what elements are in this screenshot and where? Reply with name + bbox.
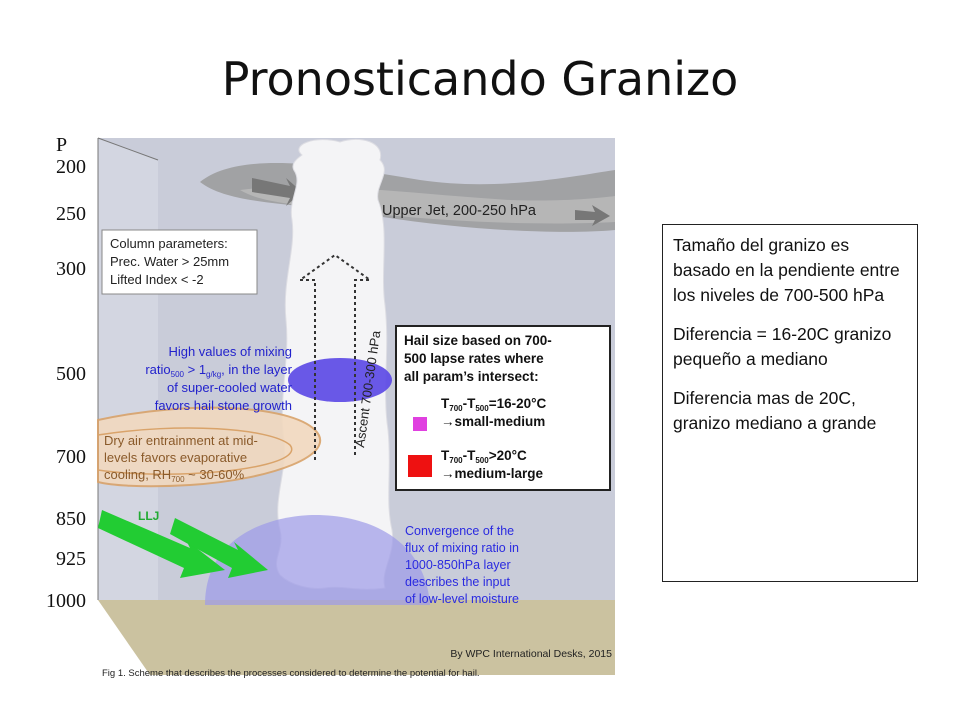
pressure-level-200: 200 xyxy=(56,156,86,178)
pressure-level-925: 925 xyxy=(56,548,86,570)
convergence-line-4: describes the input xyxy=(405,575,510,589)
small-medium-swatch xyxy=(413,417,427,431)
upper-jet-label: Upper Jet, 200-250 hPa xyxy=(382,203,536,219)
convergence-note xyxy=(405,524,519,606)
hail-size-item-2-result: →medium-large xyxy=(441,466,544,481)
notes-paragraph-2: Diferencia = 16-20C granizo pequeño a mediano xyxy=(673,324,892,369)
llj-label: LLJ xyxy=(138,509,160,523)
convergence-line-5: of low-level moisture xyxy=(405,592,519,606)
pressure-axis-label: P xyxy=(56,134,68,156)
diagram-caption: Fig 1. Scheme that describes the processes considered to determine the potential for hail. xyxy=(102,668,480,679)
medium-large-swatch xyxy=(408,455,432,477)
notes-paragraph-3: Diferencia mas de 20C, granizo mediano a grande xyxy=(673,388,877,433)
convergence-line-2: flux of mixing ratio in xyxy=(405,541,519,555)
hail-size-heading-2: 500 lapse rates where xyxy=(404,351,544,366)
hail-size-heading-3: all param’s intersect: xyxy=(404,369,539,384)
pressure-level-500: 500 xyxy=(56,363,86,385)
pressure-level-1000: 1000 xyxy=(46,590,86,612)
pressure-level-700: 700 xyxy=(56,446,86,468)
hail-size-item-1-result: →small-medium xyxy=(441,414,546,429)
diagram-floor xyxy=(98,600,615,675)
hail-size-heading xyxy=(404,333,552,384)
diagram-credit: By WPC International Desks, 2015 xyxy=(450,648,612,660)
dry-air-line-1: Dry air entrainment at mid- xyxy=(104,433,258,448)
hail-size-item-1-formula: $T_{700}-T_{500}=16-20^\circ C$ xyxy=(441,396,547,413)
column-parameters-li: Lifted Index < -2 xyxy=(110,272,204,287)
mixing-ratio-line-1: High values of mixing xyxy=(168,344,292,359)
notes-paragraph-1: Tamaño del granizo es basado en la pendiente entre los niveles de 700-500 hPa xyxy=(673,235,900,305)
notes-box xyxy=(662,224,918,582)
slide-title: Pronosticando Granizo xyxy=(221,52,739,106)
mixing-ratio-line-4: favors hail stone growth xyxy=(154,398,292,413)
ascent-label: Ascent 700-300 hPa xyxy=(352,329,384,449)
hail-size-heading-1: Hail size based on 700- xyxy=(404,333,552,348)
dry-air-line-2: levels favors evaporative xyxy=(104,450,248,465)
pressure-level-250: 250 xyxy=(56,203,86,225)
column-parameters-title: Column parameters: xyxy=(110,236,228,251)
mixing-ratio-line-2: ratio$_{500}$ > $1_{g/kg}$, in the layer xyxy=(145,362,292,379)
pressure-level-300: 300 xyxy=(56,258,86,280)
dry-air-note xyxy=(104,433,258,484)
convergence-line-3: 1000-850hPa layer xyxy=(405,558,511,572)
convergence-line-1: Convergence of the xyxy=(405,524,515,538)
dry-air-line-3: cooling, $RH_{700}$ ~ 30-60% xyxy=(104,467,245,484)
pressure-level-850: 850 xyxy=(56,508,86,530)
hail-size-item-2-formula: $T_{700}-T_{500}>20^\circ C$ xyxy=(441,448,527,465)
column-parameters-pw: Prec. Water > 25mm xyxy=(110,254,230,269)
mixing-ratio-line-3: of super-cooled water xyxy=(166,380,292,395)
hail-scheme-diagram xyxy=(40,130,620,685)
